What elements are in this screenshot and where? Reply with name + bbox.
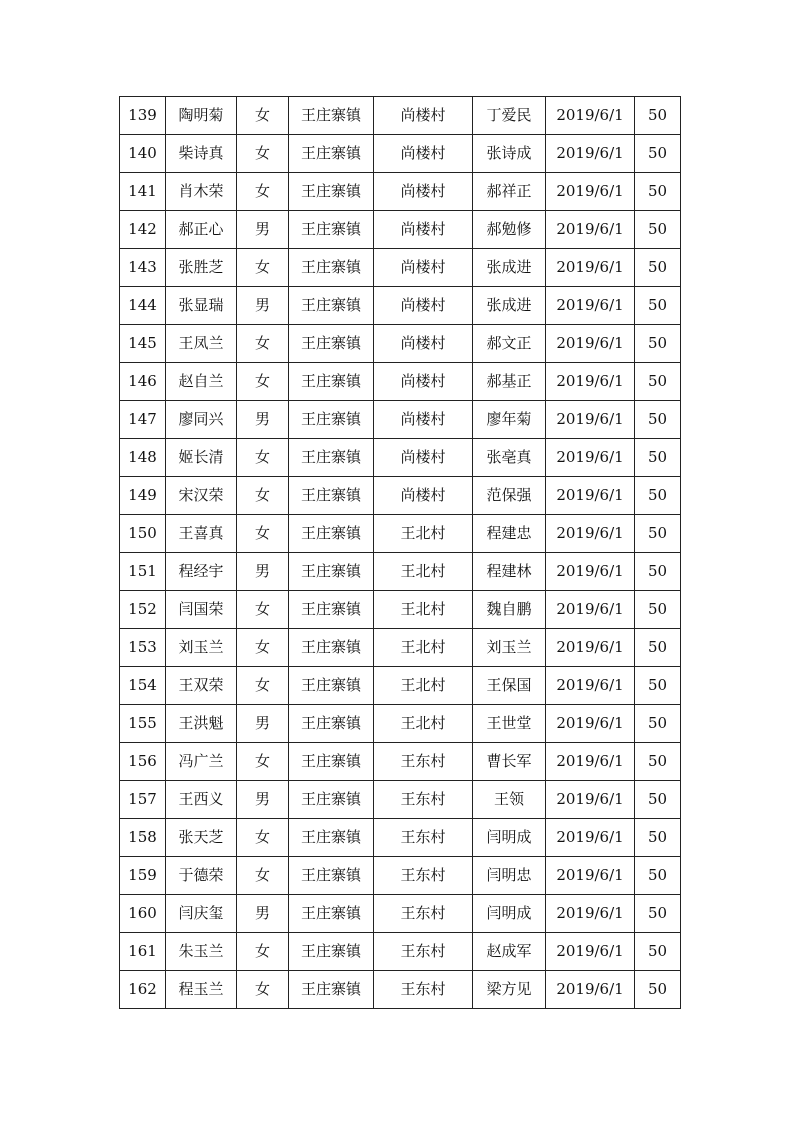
- sex-cell: 女: [237, 819, 289, 857]
- village-cell: 尚楼村: [374, 211, 473, 249]
- row-number-cell: 162: [120, 971, 166, 1009]
- records-table: [119, 96, 681, 1009]
- date-cell: 2019/6/1: [546, 553, 635, 591]
- town-cell: 王庄寨镇: [289, 135, 374, 173]
- date-cell: 2019/6/1: [546, 515, 635, 553]
- table-row: [120, 401, 681, 439]
- row-number-cell: 141: [120, 173, 166, 211]
- village-cell: 尚楼村: [374, 287, 473, 325]
- town-cell: 王庄寨镇: [289, 477, 374, 515]
- sex-cell: 女: [237, 439, 289, 477]
- name-cell: 陶明菊: [166, 97, 237, 135]
- amount-cell: 50: [635, 287, 681, 325]
- town-cell: 王庄寨镇: [289, 743, 374, 781]
- table-row: [120, 591, 681, 629]
- name-cell: 王凤兰: [166, 325, 237, 363]
- name-cell: 王西义: [166, 781, 237, 819]
- date-cell: 2019/6/1: [546, 287, 635, 325]
- amount-cell: 50: [635, 667, 681, 705]
- name-cell: 张天芝: [166, 819, 237, 857]
- village-cell: 王北村: [374, 667, 473, 705]
- sex-cell: 女: [237, 477, 289, 515]
- table-row: [120, 819, 681, 857]
- town-cell: 王庄寨镇: [289, 325, 374, 363]
- sex-cell: 男: [237, 895, 289, 933]
- amount-cell: 50: [635, 173, 681, 211]
- payee-cell: 丁爱民: [473, 97, 546, 135]
- town-cell: 王庄寨镇: [289, 515, 374, 553]
- amount-cell: 50: [635, 971, 681, 1009]
- date-cell: 2019/6/1: [546, 971, 635, 1009]
- name-cell: 刘玉兰: [166, 629, 237, 667]
- village-cell: 王东村: [374, 781, 473, 819]
- row-number-cell: 144: [120, 287, 166, 325]
- village-cell: 尚楼村: [374, 249, 473, 287]
- sex-cell: 女: [237, 591, 289, 629]
- sex-cell: 男: [237, 705, 289, 743]
- date-cell: 2019/6/1: [546, 705, 635, 743]
- row-number-cell: 152: [120, 591, 166, 629]
- date-cell: 2019/6/1: [546, 135, 635, 173]
- village-cell: 尚楼村: [374, 477, 473, 515]
- row-number-cell: 146: [120, 363, 166, 401]
- name-cell: 冯广兰: [166, 743, 237, 781]
- sex-cell: 女: [237, 667, 289, 705]
- date-cell: 2019/6/1: [546, 591, 635, 629]
- row-number-cell: 157: [120, 781, 166, 819]
- name-cell: 郝正心: [166, 211, 237, 249]
- table-row: [120, 743, 681, 781]
- sex-cell: 女: [237, 971, 289, 1009]
- date-cell: 2019/6/1: [546, 819, 635, 857]
- village-cell: 尚楼村: [374, 363, 473, 401]
- table-row: [120, 705, 681, 743]
- town-cell: 王庄寨镇: [289, 439, 374, 477]
- amount-cell: 50: [635, 363, 681, 401]
- name-cell: 廖同兴: [166, 401, 237, 439]
- row-number-cell: 142: [120, 211, 166, 249]
- row-number-cell: 148: [120, 439, 166, 477]
- table-row: [120, 97, 681, 135]
- payee-cell: 程建忠: [473, 515, 546, 553]
- payee-cell: 赵成军: [473, 933, 546, 971]
- payee-cell: 张成进: [473, 249, 546, 287]
- amount-cell: 50: [635, 781, 681, 819]
- village-cell: 王东村: [374, 933, 473, 971]
- date-cell: 2019/6/1: [546, 857, 635, 895]
- amount-cell: 50: [635, 591, 681, 629]
- village-cell: 尚楼村: [374, 325, 473, 363]
- amount-cell: 50: [635, 477, 681, 515]
- sex-cell: 女: [237, 249, 289, 287]
- date-cell: 2019/6/1: [546, 933, 635, 971]
- amount-cell: 50: [635, 705, 681, 743]
- date-cell: 2019/6/1: [546, 211, 635, 249]
- town-cell: 王庄寨镇: [289, 971, 374, 1009]
- row-number-cell: 139: [120, 97, 166, 135]
- amount-cell: 50: [635, 249, 681, 287]
- sex-cell: 女: [237, 325, 289, 363]
- village-cell: 王北村: [374, 705, 473, 743]
- row-number-cell: 156: [120, 743, 166, 781]
- payee-cell: 王世堂: [473, 705, 546, 743]
- date-cell: 2019/6/1: [546, 401, 635, 439]
- payee-cell: 郝基正: [473, 363, 546, 401]
- town-cell: 王庄寨镇: [289, 819, 374, 857]
- amount-cell: 50: [635, 325, 681, 363]
- table-row: [120, 971, 681, 1009]
- payee-cell: 王领: [473, 781, 546, 819]
- amount-cell: 50: [635, 895, 681, 933]
- village-cell: 王北村: [374, 553, 473, 591]
- town-cell: 王庄寨镇: [289, 363, 374, 401]
- sex-cell: 女: [237, 933, 289, 971]
- table-row: [120, 211, 681, 249]
- payee-cell: 郝勉修: [473, 211, 546, 249]
- town-cell: 王庄寨镇: [289, 895, 374, 933]
- table-row: [120, 933, 681, 971]
- town-cell: 王庄寨镇: [289, 173, 374, 211]
- table-row: [120, 515, 681, 553]
- town-cell: 王庄寨镇: [289, 591, 374, 629]
- table-row: [120, 287, 681, 325]
- amount-cell: 50: [635, 553, 681, 591]
- row-number-cell: 154: [120, 667, 166, 705]
- amount-cell: 50: [635, 439, 681, 477]
- payee-cell: 郝祥正: [473, 173, 546, 211]
- name-cell: 肖木荣: [166, 173, 237, 211]
- amount-cell: 50: [635, 819, 681, 857]
- village-cell: 王东村: [374, 857, 473, 895]
- town-cell: 王庄寨镇: [289, 705, 374, 743]
- village-cell: 王北村: [374, 515, 473, 553]
- table-row: [120, 477, 681, 515]
- amount-cell: 50: [635, 629, 681, 667]
- payee-cell: 王保国: [473, 667, 546, 705]
- row-number-cell: 159: [120, 857, 166, 895]
- table-row: [120, 325, 681, 363]
- table-row: [120, 895, 681, 933]
- name-cell: 赵自兰: [166, 363, 237, 401]
- sex-cell: 女: [237, 173, 289, 211]
- town-cell: 王庄寨镇: [289, 97, 374, 135]
- name-cell: 闫国荣: [166, 591, 237, 629]
- table-row: [120, 363, 681, 401]
- date-cell: 2019/6/1: [546, 325, 635, 363]
- amount-cell: 50: [635, 515, 681, 553]
- town-cell: 王庄寨镇: [289, 781, 374, 819]
- date-cell: 2019/6/1: [546, 439, 635, 477]
- sex-cell: 男: [237, 401, 289, 439]
- table-row: [120, 857, 681, 895]
- payee-cell: 梁方见: [473, 971, 546, 1009]
- name-cell: 王洪魁: [166, 705, 237, 743]
- name-cell: 闫庆玺: [166, 895, 237, 933]
- date-cell: 2019/6/1: [546, 173, 635, 211]
- payee-cell: 张亳真: [473, 439, 546, 477]
- amount-cell: 50: [635, 97, 681, 135]
- town-cell: 王庄寨镇: [289, 857, 374, 895]
- amount-cell: 50: [635, 211, 681, 249]
- village-cell: 尚楼村: [374, 401, 473, 439]
- row-number-cell: 158: [120, 819, 166, 857]
- name-cell: 朱玉兰: [166, 933, 237, 971]
- amount-cell: 50: [635, 857, 681, 895]
- table-row: [120, 439, 681, 477]
- row-number-cell: 140: [120, 135, 166, 173]
- row-number-cell: 149: [120, 477, 166, 515]
- sex-cell: 男: [237, 553, 289, 591]
- name-cell: 程经宇: [166, 553, 237, 591]
- town-cell: 王庄寨镇: [289, 667, 374, 705]
- date-cell: 2019/6/1: [546, 249, 635, 287]
- date-cell: 2019/6/1: [546, 743, 635, 781]
- town-cell: 王庄寨镇: [289, 249, 374, 287]
- village-cell: 尚楼村: [374, 97, 473, 135]
- row-number-cell: 145: [120, 325, 166, 363]
- payee-cell: 范保强: [473, 477, 546, 515]
- row-number-cell: 143: [120, 249, 166, 287]
- name-cell: 王双荣: [166, 667, 237, 705]
- payee-cell: 张诗成: [473, 135, 546, 173]
- row-number-cell: 161: [120, 933, 166, 971]
- payee-cell: 闫明成: [473, 819, 546, 857]
- sex-cell: 女: [237, 363, 289, 401]
- sex-cell: 女: [237, 135, 289, 173]
- table-row: [120, 249, 681, 287]
- amount-cell: 50: [635, 135, 681, 173]
- name-cell: 张显瑞: [166, 287, 237, 325]
- payee-cell: 曹长军: [473, 743, 546, 781]
- village-cell: 尚楼村: [374, 135, 473, 173]
- town-cell: 王庄寨镇: [289, 553, 374, 591]
- payee-cell: 郝文正: [473, 325, 546, 363]
- table-row: [120, 781, 681, 819]
- date-cell: 2019/6/1: [546, 363, 635, 401]
- village-cell: 王东村: [374, 743, 473, 781]
- table-row: [120, 667, 681, 705]
- sex-cell: 女: [237, 857, 289, 895]
- town-cell: 王庄寨镇: [289, 287, 374, 325]
- records-table-body: [120, 97, 681, 1009]
- sex-cell: 女: [237, 743, 289, 781]
- amount-cell: 50: [635, 743, 681, 781]
- sex-cell: 女: [237, 515, 289, 553]
- payee-cell: 张成进: [473, 287, 546, 325]
- name-cell: 宋汉荣: [166, 477, 237, 515]
- amount-cell: 50: [635, 401, 681, 439]
- row-number-cell: 153: [120, 629, 166, 667]
- payee-cell: 闫明成: [473, 895, 546, 933]
- name-cell: 于德荣: [166, 857, 237, 895]
- payee-cell: 刘玉兰: [473, 629, 546, 667]
- sex-cell: 男: [237, 287, 289, 325]
- amount-cell: 50: [635, 933, 681, 971]
- name-cell: 张胜芝: [166, 249, 237, 287]
- sex-cell: 女: [237, 629, 289, 667]
- payee-cell: 闫明忠: [473, 857, 546, 895]
- table-row: [120, 135, 681, 173]
- table-row: [120, 629, 681, 667]
- village-cell: 王北村: [374, 591, 473, 629]
- date-cell: 2019/6/1: [546, 477, 635, 515]
- village-cell: 王东村: [374, 971, 473, 1009]
- row-number-cell: 147: [120, 401, 166, 439]
- name-cell: 姬长清: [166, 439, 237, 477]
- name-cell: 程玉兰: [166, 971, 237, 1009]
- sex-cell: 女: [237, 97, 289, 135]
- village-cell: 尚楼村: [374, 439, 473, 477]
- row-number-cell: 150: [120, 515, 166, 553]
- name-cell: 王喜真: [166, 515, 237, 553]
- town-cell: 王庄寨镇: [289, 933, 374, 971]
- village-cell: 王北村: [374, 629, 473, 667]
- payee-cell: 魏自鹏: [473, 591, 546, 629]
- payee-cell: 程建林: [473, 553, 546, 591]
- date-cell: 2019/6/1: [546, 781, 635, 819]
- payee-cell: 廖年菊: [473, 401, 546, 439]
- date-cell: 2019/6/1: [546, 629, 635, 667]
- date-cell: 2019/6/1: [546, 895, 635, 933]
- table-row: [120, 553, 681, 591]
- town-cell: 王庄寨镇: [289, 629, 374, 667]
- date-cell: 2019/6/1: [546, 667, 635, 705]
- name-cell: 柴诗真: [166, 135, 237, 173]
- sex-cell: 男: [237, 781, 289, 819]
- date-cell: 2019/6/1: [546, 97, 635, 135]
- village-cell: 王东村: [374, 819, 473, 857]
- village-cell: 王东村: [374, 895, 473, 933]
- sex-cell: 男: [237, 211, 289, 249]
- row-number-cell: 160: [120, 895, 166, 933]
- town-cell: 王庄寨镇: [289, 211, 374, 249]
- village-cell: 尚楼村: [374, 173, 473, 211]
- row-number-cell: 151: [120, 553, 166, 591]
- table-row: [120, 173, 681, 211]
- town-cell: 王庄寨镇: [289, 401, 374, 439]
- row-number-cell: 155: [120, 705, 166, 743]
